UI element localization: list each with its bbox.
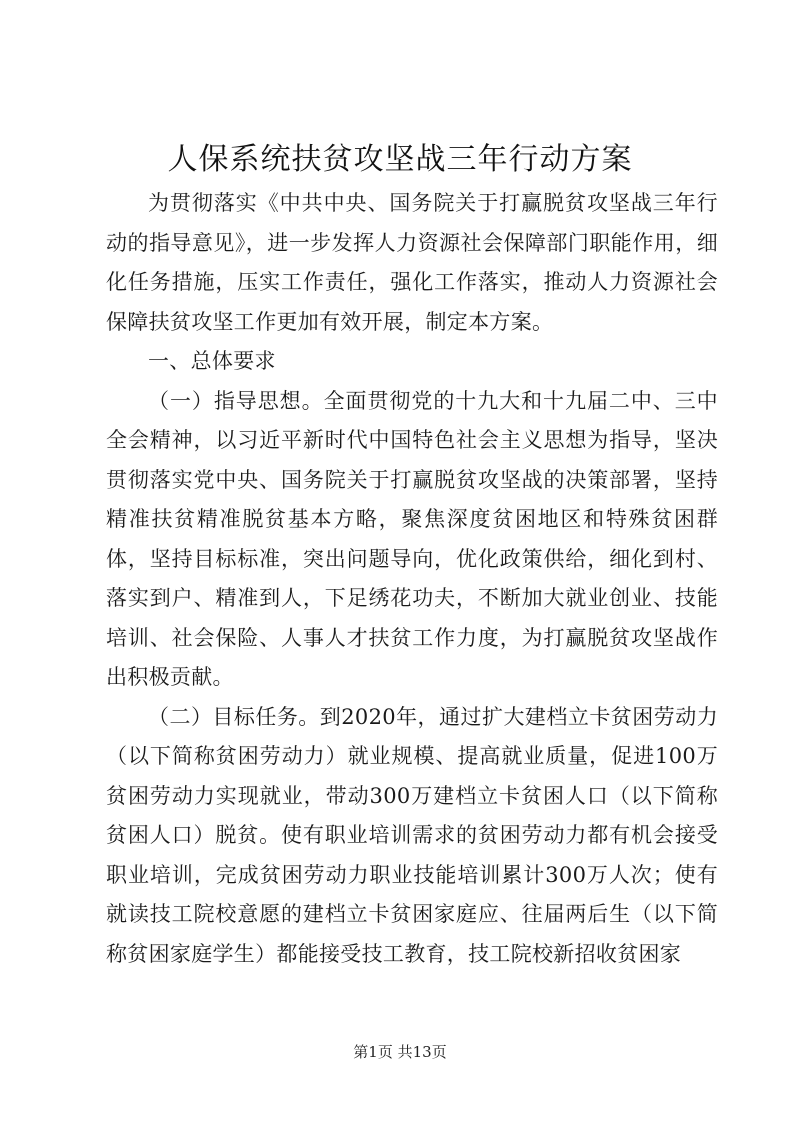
paragraph-target-tasks: （二）目标任务。到2020年，通过扩大建档立卡贫困劳动力（以下简称贫困劳动力）就业规模、提高就业质量，促进100万贫困劳动力实现就业，带动300万建档立卡贫困人口（以下简称贫困人口）脱贫。使有职业培训需求的贫困劳动力都有机会接受职业培训，完成贫困劳动力职业技能培训累计300万人次；使有就读技工院校意愿的建档立卡贫困家庭应、往届两后生（以下简称贫困家庭学生）都能接受技工教育，技工院校新招收贫困家 <box>106 704 718 966</box>
document-title: 人保系统扶贫攻坚战三年行动方案 <box>167 142 633 177</box>
section-heading-general-requirements: 一、总体要求 <box>148 349 276 373</box>
page-number-footer: 第1页 共13页 <box>353 1043 447 1061</box>
document-body <box>106 184 718 974</box>
paragraph-intro: 为贯彻落实《中共中央、国务院关于打赢脱贫攻坚战三年行动的指导意见》，进一步发挥人力资源社会保障部门职能作用，细化任务措施，压实工作责任，强化工作落实，推动人力资源社会保障扶贫攻坚工作更加有效开展，制定本方案。 <box>106 191 718 334</box>
paragraph-guiding-ideology: （一）指导思想。全面贯彻党的十九大和十九届二中、三中全会精神，以习近平新时代中国特色社会主义思想为指导，坚决贯彻落实党中央、国务院关于打赢脱贫攻坚战的决策部署，坚持精准扶贫精准脱贫基本方略，聚焦深度贫困地区和特殊贫困群体，坚持目标标准，突出问题导向，优化政策供给，细化到村、落实到户、精准到人，下足绣花功夫，不断加大就业创业、技能培训、社会保险、人事人才扶贫工作力度，为打赢脱贫攻坚战作出积极贡献。 <box>106 388 718 689</box>
